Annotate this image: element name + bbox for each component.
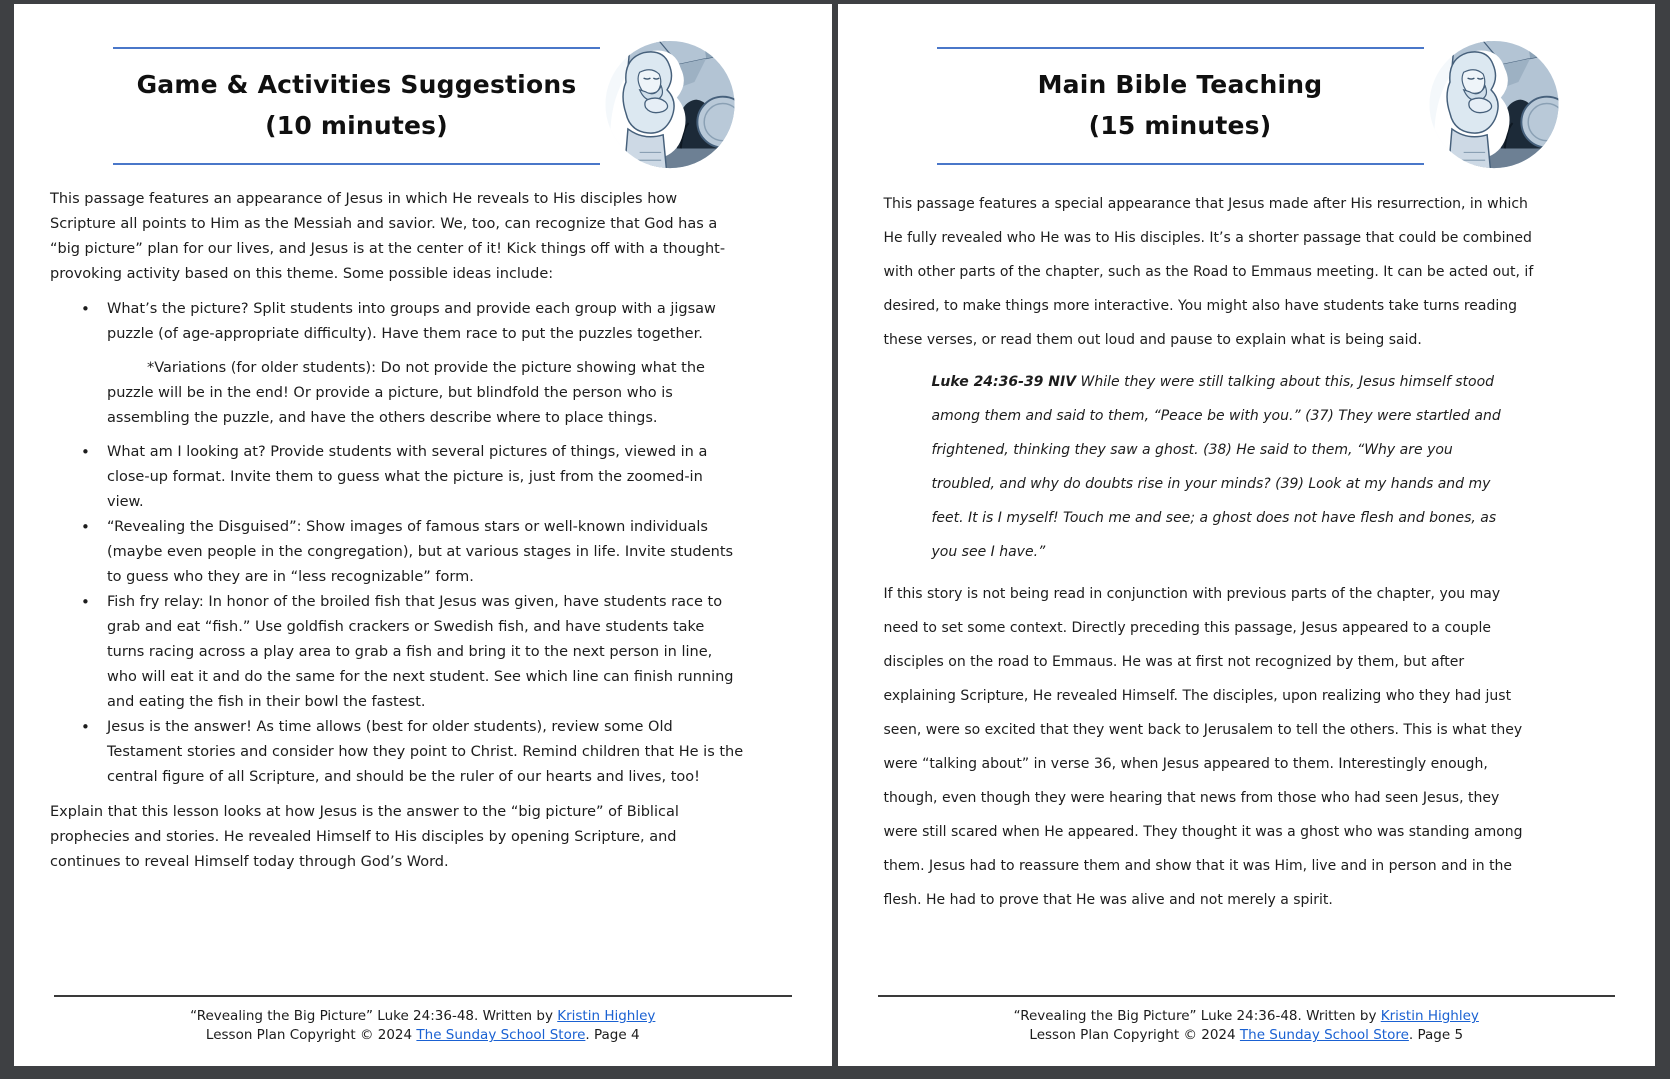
section-title-block [113,47,600,165]
author-link[interactable]: Kristin Highley [557,1008,656,1024]
intro-paragraph: This passage features an appearance of Jesus in which He reveals to His disciples how Scripture all points to Him as the Messiah and savior. We, too, can recognize that God has a “big picture” plan for our lives, and Jesus is at the center of it! Kick things off with a thought-provoking activity based on this theme. Some possible ideas include: [50,191,726,282]
citation-text: “Revealing the Big Picture” Luke 24:36-48. Written by [190,1008,558,1024]
footer-copyright-line [54,1026,792,1045]
intro-paragraph: This passage features a special appearance that Jesus made after His resurrection, in which He fully revealed who He was to His disciples. It’s a shorter passage that could be combined with other parts of the chapter, such as the Road to Emmaus meeting. It can be acted out, if desired, to make things more interactive. You might also have students take turns reading these verses, or read them out loud and pause to explain what is being said. [883,196,1534,348]
citation-text: “Revealing the Big Picture” Luke 24:36-48. Written by [1013,1008,1381,1024]
section-title-block [937,47,1424,165]
list-item: • Fish fry relay: In honor of the broiled fish that Jesus was given, have students race to grab and eat “fish.” Use goldfish crackers or Swedish fish, and have students take turns racing across a play area to grab a fish and bring it to the next person in line, who will eat it and do the same for the next student. See which line can finish running and eating the fish in their bowl the fastest. [50,590,744,715]
author-link[interactable]: Kristin Highley [1380,1008,1479,1024]
page-5 [838,4,1656,1066]
page-title-duration: (10 minutes) [265,111,448,140]
list-item: • “Revealing the Disguised”: Show images of famous stars or well-known individuals (maybe even people in the congregation), but at various stages in life. Invite students to guess who they are in “less recognizable” form. [50,515,744,590]
copyright-text: Lesson Plan Copyright © 2024 [1029,1027,1240,1043]
page-5-header [838,47,1656,172]
page-4-footer [54,995,792,1045]
page-title-duration: (15 minutes) [1088,111,1272,140]
store-link[interactable]: The Sunday School Store [1239,1027,1409,1043]
page-5-footer [878,995,1616,1045]
scripture-text: While they were still talking about this, Jesus himself stood among them and said to them, “Peace be with you.” (37) They were startled and frightened, thinking they saw a ghost. (38) He said to them, “Why are you troubled, and why do doubts rise in your minds? (39) Look at my hands and my feet. It is I myself! Touch me and see; a ghost does not have flesh and bones, as you see I have.” [931,374,1501,560]
list-item: • What’s the picture? Split students into groups and provide each group with a jigsaw puzzle (of age-appropriate difficulty). Have them race to put the puzzles together. [50,297,744,347]
list-item: • What am I looking at? Provide students with several pictures of things, viewed in a close-up format. Invite them to guess what the picture is, just from the zoomed-in view. [50,440,744,515]
footer-copyright-line [878,1026,1616,1045]
page-4-body [50,187,744,875]
page-number: . Page 4 [585,1027,640,1043]
store-link[interactable]: The Sunday School Store [416,1027,586,1043]
page-4 [14,4,832,1066]
copyright-text: Lesson Plan Copyright © 2024 [205,1027,417,1043]
footer-citation-line [878,1007,1616,1026]
page-4-header [14,47,832,172]
praying-man-tomb-illustration-icon [600,39,738,172]
variation-note: *Variations (for older students): Do not provide the picture showing what the puzzle will be in the end! Or provide a picture, but blindfold the person who is assembling the puzzle, and have the others describe where to place things. [107,360,705,426]
scripture-reference: Luke 24:36-39 NIV [931,374,1077,390]
footer-citation-line [54,1007,792,1026]
context-paragraph: If this story is not being read in conjunction with previous parts of the chapter, you may need to set some context. Directly preceding this passage, Jesus appeared to a couple disciples on the road to Emmaus. He was at first not recognized by them, but after explaining Scripture, He revealed Himself. The disciples, upon realizing who they had just seen, were so excited that they went back to Jerusalem to tell the others. This is what they were “talking about” in verse 36, when Jesus appeared to them. Interestingly enough, though, even though they were hearing that news from those who had seen Jesus, they were still scared when He appeared. They thought it was a ghost who was standing among them. Jesus had to reassure them and show that it was Him, live and in person and in the flesh. He had to prove that He was alive and not merely a spirit. [883,586,1523,908]
page-number: . Page 5 [1408,1027,1464,1043]
praying-man-tomb-illustration-icon [1424,39,1562,172]
page-title: Main Bible Teaching [1037,70,1323,99]
scripture-quote [932,365,1520,569]
list-item: • Jesus is the answer! As time allows (best for older students), review some Old Testament stories and consider how they point to Christ. Remind children that He is the central figure of all Scripture, and should be the ruler of our hearts and lives, too! [50,715,744,790]
page-5-body [884,187,1538,917]
page-title: Game & Activities Suggestions [136,70,577,99]
closing-paragraph: Explain that this lesson looks at how Jesus is the answer to the “big picture” of Biblical prophecies and stories. He revealed Himself to His disciples by opening Scripture, and continues to reveal Himself today through God’s Word. [50,804,679,870]
